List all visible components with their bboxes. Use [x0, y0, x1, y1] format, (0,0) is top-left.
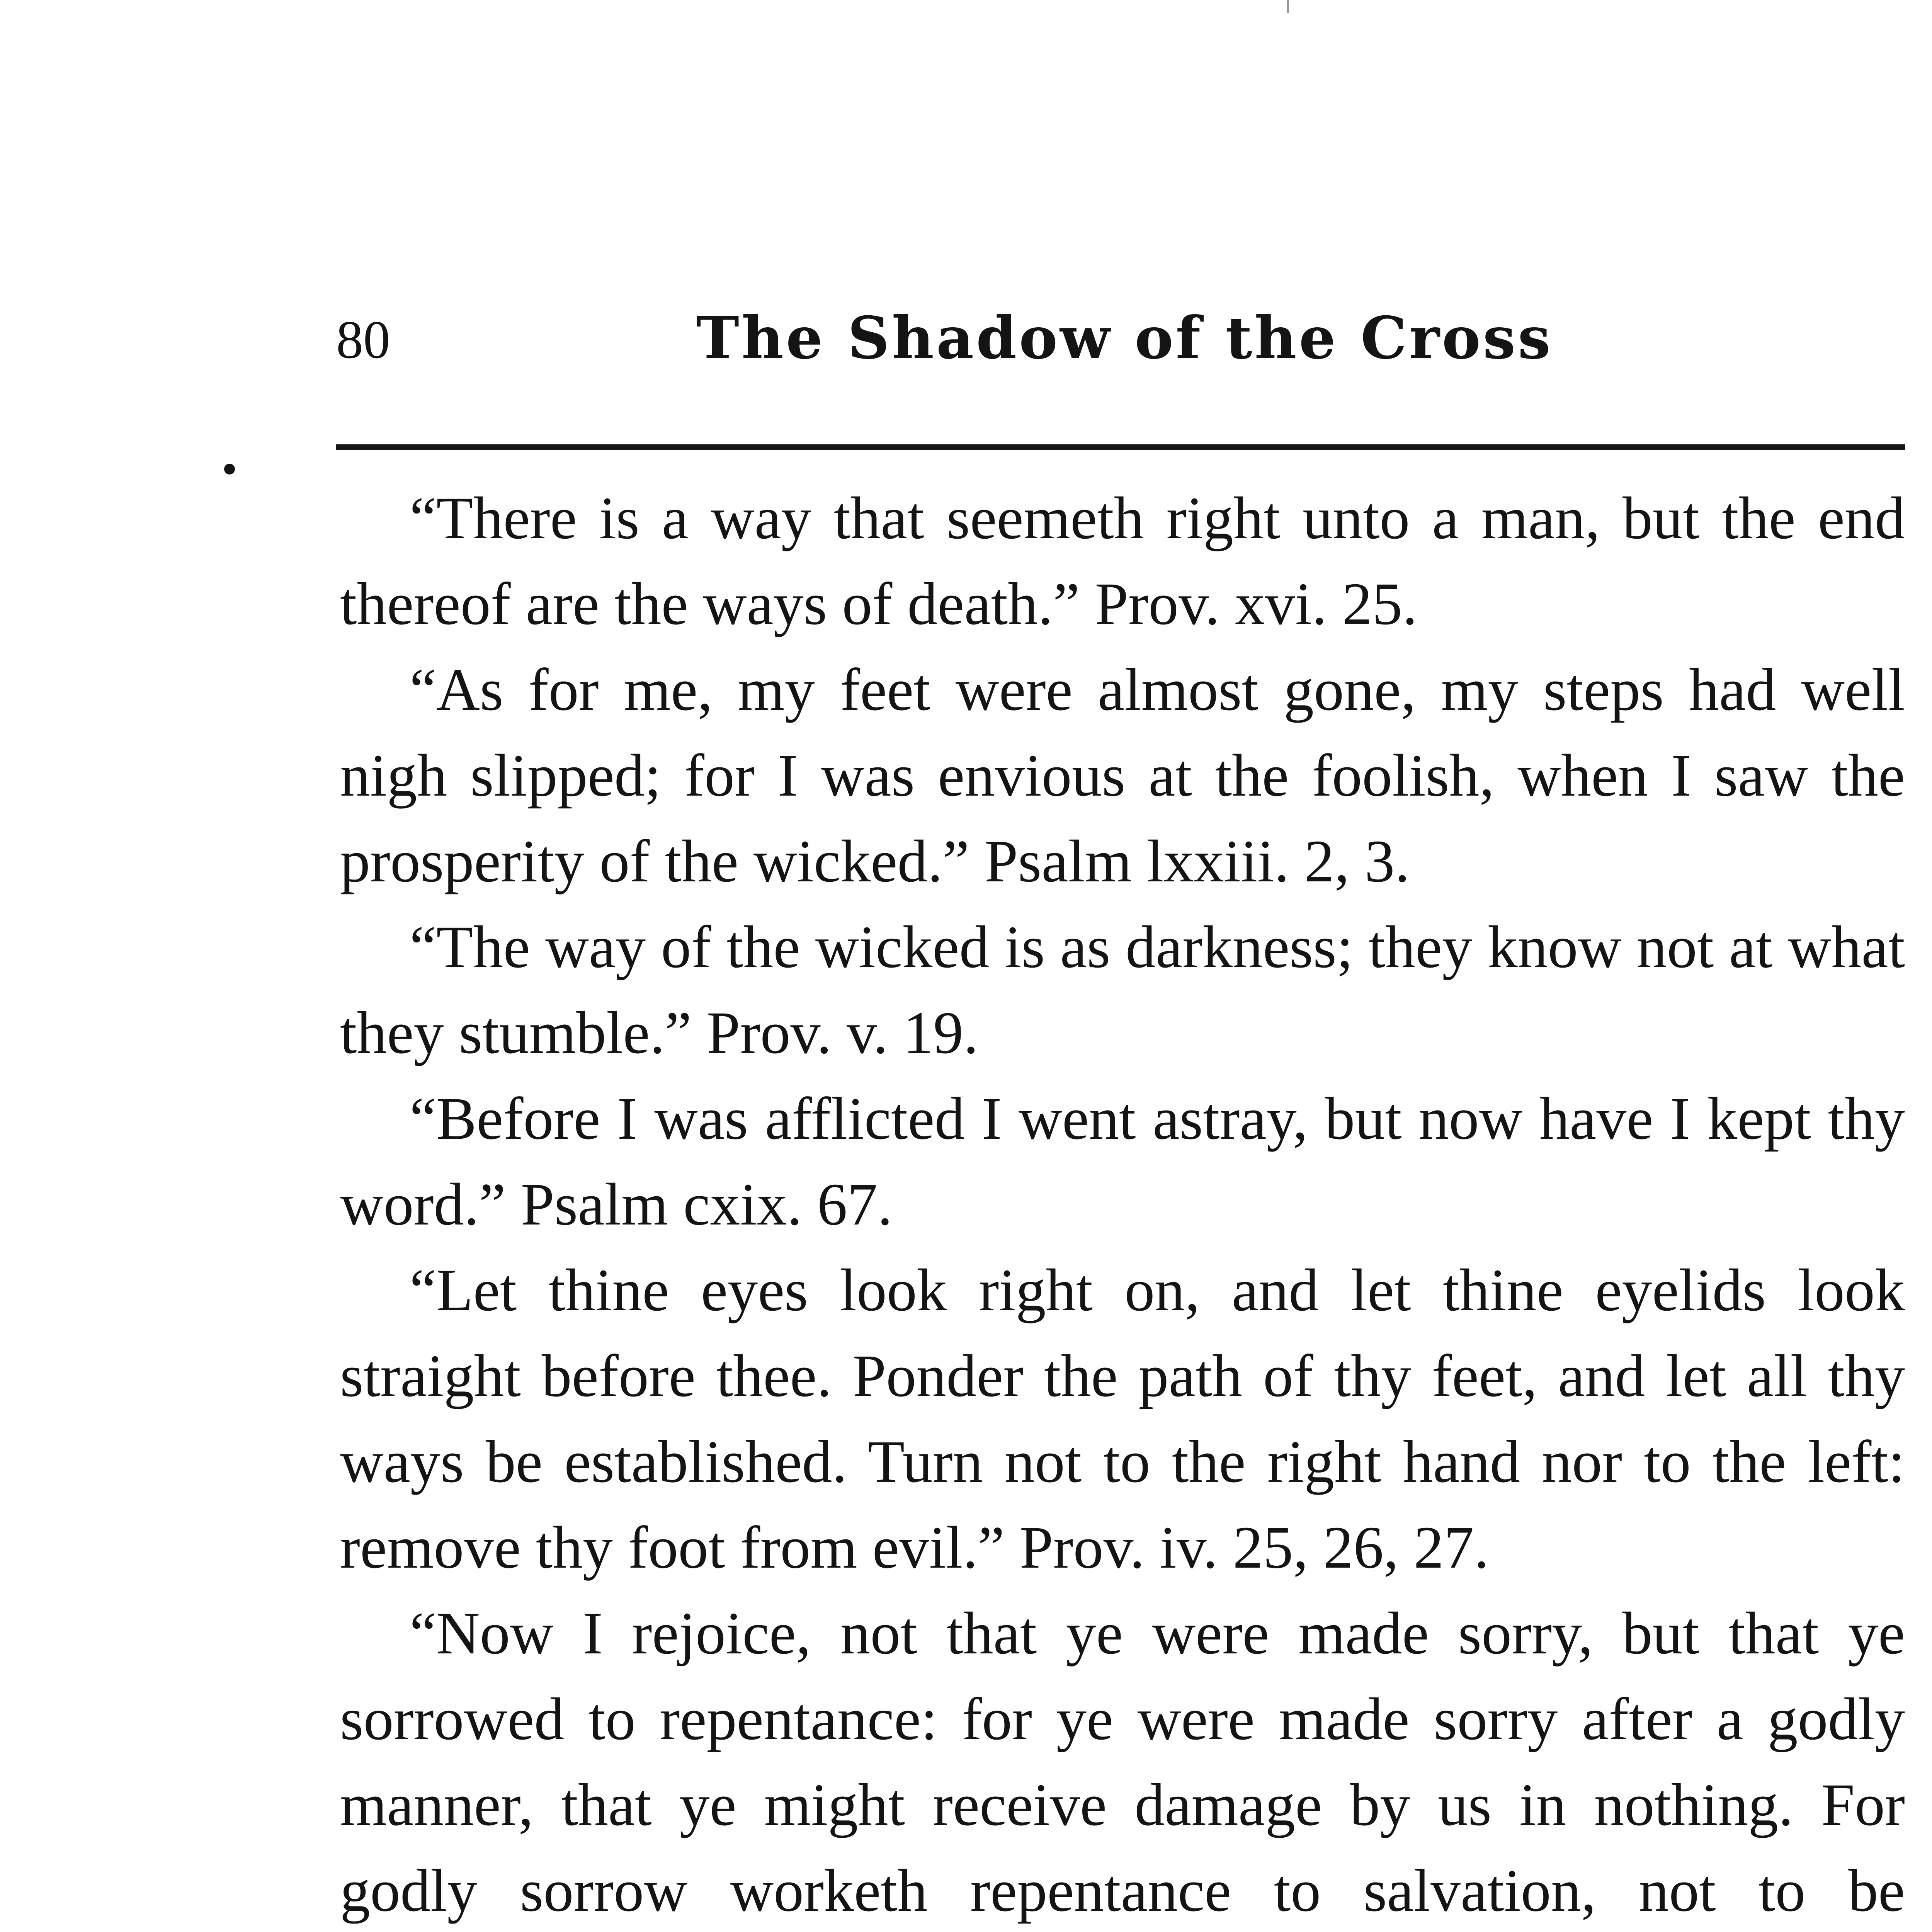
- verse-psalm-73-2-3: “As for me, my feet were almost gone, my steps had well nigh slipped; for I was envious at the foolish, when I saw the prosperity of the wicked.” Psalm lxxiii. 2, 3.: [340, 656, 1905, 895]
- verse-psalm-119-67: “Before I was afflicted I went astray, but now have I kept thy word.” Psalm cxix. 67.: [340, 1085, 1905, 1238]
- verse-prov-5-19: “The way of the wicked is as darkness; they know not at what they stumble.” Prov. v. 19.: [340, 913, 1905, 1066]
- verse-prov-4-25-27: “Let thine eyes look right on, and let thine eyelids look straight before thee. Ponder the path of thy feet, and let all thy ways be established. Turn not to the right hand nor to the left: remove thy foot from evil.” Prov. iv. 25, 26, 27.: [340, 1257, 1905, 1581]
- scan-mark: [1287, 0, 1289, 13]
- page-header: [336, 301, 1905, 379]
- verse-list: [340, 475, 1905, 1932]
- header-rule: [336, 444, 1905, 450]
- running-title: The Shadow of the Cross: [696, 304, 1553, 372]
- verse-2-cor-7-9-10: “Now I rejoice, not that ye were made sorry, but that ye sorrowed to repentance: for ye were made sorry after a godly manner, that ye might receive damage by us in nothing. For godly sorrow worketh repentance to salvation, not to be: [340, 1600, 1905, 1924]
- page-number: 80: [336, 310, 390, 370]
- verse-prov-16-25: “There is a way that seemeth right unto a man, but the end thereof are the ways of death.” Prov. xvi. 25.: [340, 485, 1905, 637]
- margin-dot: [224, 464, 235, 474]
